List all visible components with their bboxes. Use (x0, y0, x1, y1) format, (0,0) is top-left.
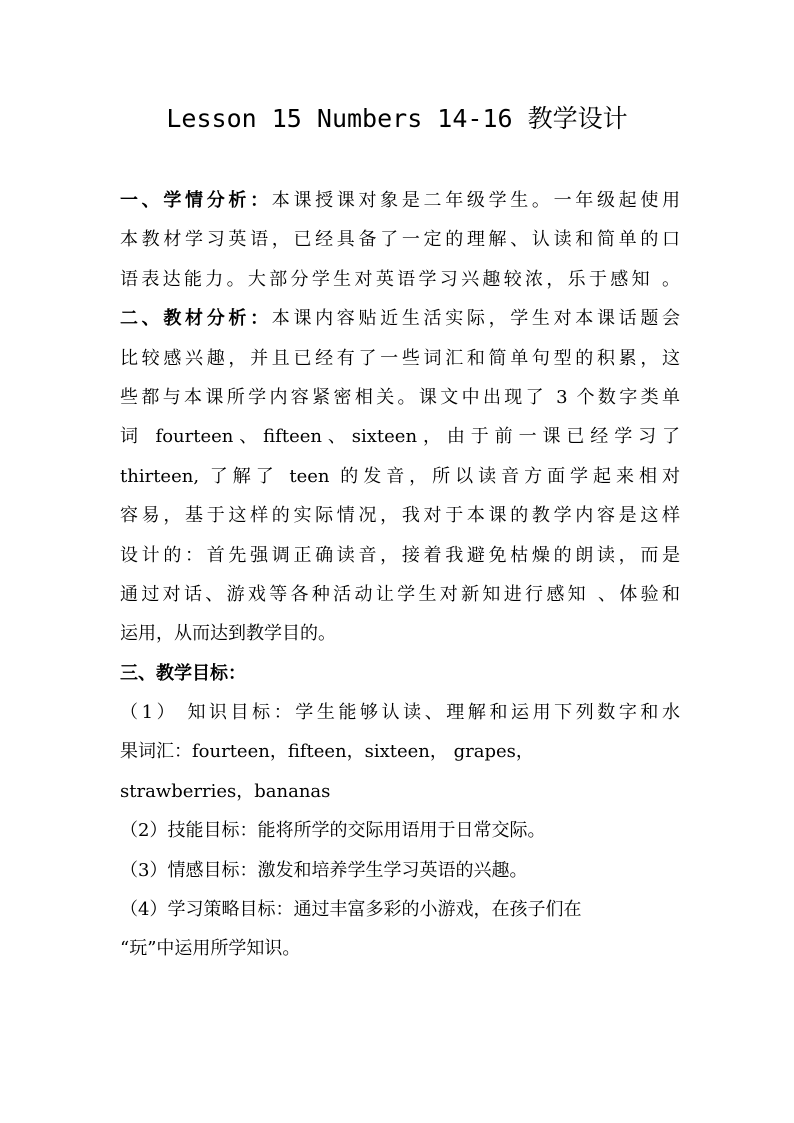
paragraph-line (120, 260, 680, 299)
paragraph-line (120, 220, 680, 259)
paragraph-line (120, 732, 680, 771)
paragraph-line (120, 772, 680, 811)
line-text: 词 fourteen、fifteen、sixteen，由于前一课已经学习了 (120, 426, 680, 448)
paragraph-line (120, 614, 680, 653)
paragraph-line (120, 575, 680, 614)
section-heading: 二、教材分析： (120, 308, 272, 330)
line-text: 语表达能力。大部分学生对英语学习兴趣较浓，乐于感知 。 (120, 268, 680, 290)
paragraph-line (120, 496, 680, 535)
section-heading: 一、学情分析： (120, 190, 272, 211)
paragraph-line (120, 299, 680, 338)
document-body (120, 181, 680, 969)
paragraph-line (120, 693, 680, 732)
line-text: 容易，基于这样的实际情况，我对于本课的教学内容是这样 (120, 505, 680, 527)
line-text: 本课内容贴近生活实际，学生对本课话题会 (271, 308, 681, 330)
line-text: 通过对话、游戏等各种活动让学生对新知进行感知 、体验和 (120, 583, 680, 605)
section-heading: 三、教学目标： (120, 662, 246, 684)
line-text: 比较感兴趣，并且已经有了一些词汇和简单句型的积累，这 (120, 347, 680, 369)
line-text: 运用，从而达到教学目的。 (120, 623, 336, 645)
paragraph-line (120, 457, 680, 496)
paragraph-line (120, 378, 680, 417)
line-text: 果词汇：fourteen，fifteen，sixteen， grapes， (120, 741, 534, 763)
line-text: （1） 知识目标：学生能够认读、理解和运用下列数字和水 (120, 702, 680, 724)
line-text: （4）学习策略目标：通过丰富多彩的小游戏，在孩子们在 (120, 899, 582, 921)
paragraph-line (120, 929, 680, 968)
paragraph-line (120, 181, 680, 220)
line-text: （2）技能目标：能将所学的交际用语用于日常交际。 (120, 820, 546, 842)
paragraph-line (120, 536, 680, 575)
paragraph-line (120, 851, 680, 890)
paragraph-line (120, 890, 680, 929)
line-text: 本教材学习英语，已经具备了一定的理解、认读和简单的口 (120, 229, 680, 251)
paragraph-line (120, 654, 680, 693)
line-text: strawberries，bananas (120, 780, 331, 802)
document-title: Lesson 15 Numbers 14-16 教学设计 (166, 104, 628, 133)
line-text: thirteen, 了解了 teen 的发音，所以读音方面学起来相对 (120, 465, 680, 487)
paragraph-line (120, 811, 680, 850)
paragraph-line (120, 417, 680, 456)
line-text: 设计的：首先强调正确读音，接着我避免枯燥的朗读，而是 (120, 544, 680, 566)
line-text: 本课授课对象是二年级学生。一年级起使用 (271, 190, 681, 211)
line-text: 些都与本课所学内容紧密相关。课文中出现了 3 个数字类单 (120, 386, 680, 408)
paragraph-line (120, 339, 680, 378)
line-text: （3）情感目标：激发和培养学生学习英语的兴趣。 (120, 859, 528, 881)
line-text: “玩”中运用所学知识。 (120, 938, 301, 960)
